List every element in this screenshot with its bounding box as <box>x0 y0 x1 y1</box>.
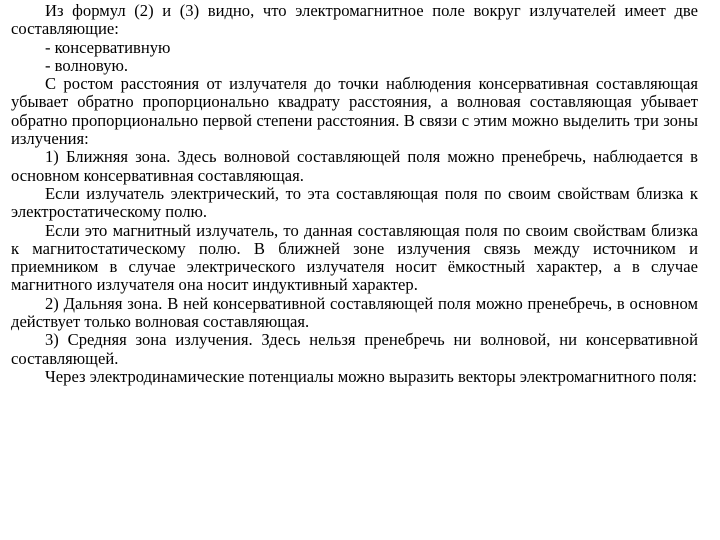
paragraph-near-zone: 1) Ближняя зона. Здесь волновой составляющей поля можно пренебречь, наблюдается в основном консервативная составляющая. <box>11 147 698 185</box>
paragraph-magnetic-emitter: Если это магнитный излучатель, то данная составляющая поля по своим свойствам близка к магнитостатическому полю. В ближней зоне излучения связь между источником и приемником в случае электрического излучателя носит ёмкостный характер, а в случае магнитного излучателя она носит индуктивный характер. <box>11 220 698 295</box>
list-item-wave: - волновую. <box>45 55 129 75</box>
paragraph-far-zone: 2) Дальняя зона. В ней консервативной составляющей поля можно пренебречь, в основном действует только волновая составляющая. <box>11 293 698 332</box>
list-item-conservative: - консервативную <box>45 37 171 57</box>
paragraph-distance: С ростом расстояния от излучателя до точки наблюдения консервативная составляющая убывает обратно пропорционально квадрату расстояния, а волновая составляющая убывает обратно пропорционально первой степени расстояния. В связи с этим можно выделить три зоны излучения: <box>11 74 698 149</box>
paragraph-intro: Из формул (2) и (3) видно, что электромагнитное поле вокруг излучателей имеет две составляющие: <box>11 1 698 39</box>
paragraph-electric-emitter: Если излучатель электрический, то эта составляющая поля по своим свойствам близка к электростатическому полю. <box>11 183 698 222</box>
paragraph-middle-zone: 3) Средняя зона излучения. Здесь нельзя пренебречь ни волновой, ни консервативной составляющей. <box>11 330 698 368</box>
paragraph-potentials: Через электродинамические потенциалы можно выразить векторы электромагнитного поля: <box>45 366 698 386</box>
